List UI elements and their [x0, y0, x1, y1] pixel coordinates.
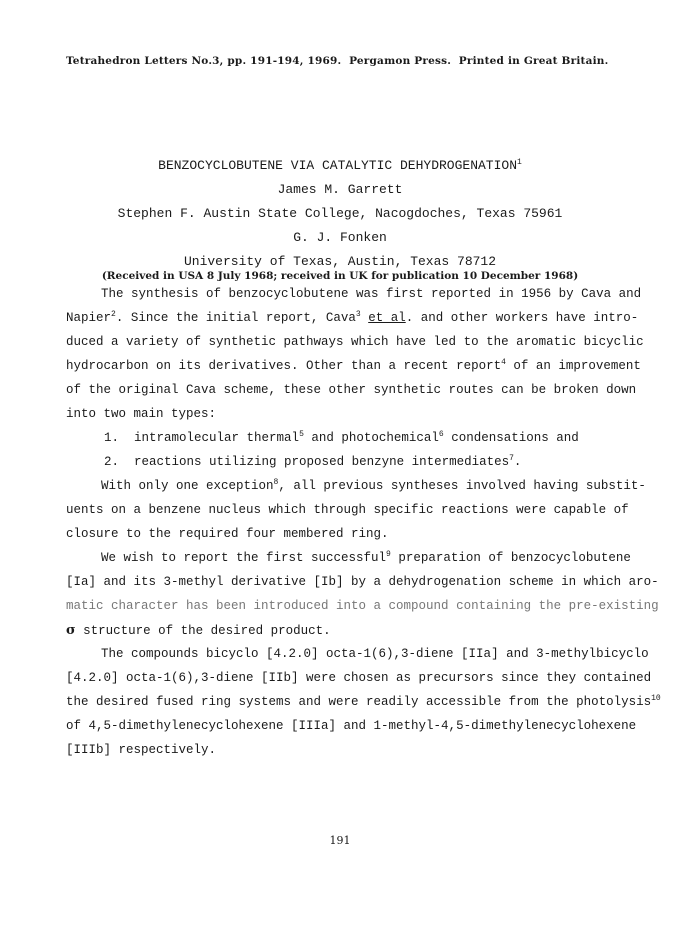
list-item: 1. intramolecular thermal$^5$ and photochemical$^6$ condensations and: [104, 430, 579, 445]
body-line: The compounds bicyclo [4.2.0] octa-1(6),3-diene [IIa] and 3-methylbicyclo: [101, 647, 649, 661]
body-line: [IIIb] respectively.: [66, 743, 217, 757]
journal-citation: Tetrahedron Letters No.3, pp. 191-194, 1969.: [66, 55, 342, 67]
author-affiliation: University of Texas, Austin, Texas 78712: [183, 254, 497, 269]
body-line: matic character has been introduced into a compound containing the pre-existing: [66, 599, 659, 613]
body-line: [Ia] and its 3-methyl derivative [Ib] by a dehydrogenation scheme in which aro-: [66, 575, 659, 589]
footnote-ref: 2: [111, 310, 116, 319]
body-line: The synthesis of benzocyclobutene was first reported in 1956 by Cava and: [101, 287, 642, 301]
et-al: et al: [368, 311, 406, 325]
list-number: 2.: [104, 455, 120, 469]
body-line: the desired fused ring systems and were readily accessible from the photolysis$^{10}$: [66, 694, 661, 709]
body-line: closure to the required four membered ring.: [66, 527, 389, 541]
footnote-ref: 9: [386, 550, 391, 559]
body-line: Napier$^2$. Since the initial report, Cava$^3$ et al. and other workers have intro-: [66, 310, 639, 325]
body-line: hydrocarbon on its derivatives. Other than a recent report$^4$ of an improvement: [66, 358, 641, 373]
body-line: σ structure of the desired product.: [66, 623, 331, 638]
footnote-ref: 10: [651, 694, 661, 703]
page-number: 191: [329, 834, 351, 847]
body-line: of the original Cava scheme, these other synthetic routes can be broken down: [66, 383, 637, 397]
list-number: 1.: [104, 431, 120, 445]
sigma-symbol: σ: [66, 623, 76, 638]
article-title: BENZOCYCLOBUTENE VIA CATALYTIC DEHYDROGENATION$^1$: [158, 158, 522, 173]
footnote-ref: 5: [299, 430, 304, 439]
received-dates: (Received in USA 8 July 1968; received in UK for publication 10 December 1968): [101, 270, 579, 282]
footnote-ref: 8: [273, 478, 279, 487]
body-line: into two main types:: [66, 407, 217, 421]
running-header: [66, 55, 608, 67]
title-footnote-mark: 1: [517, 158, 522, 167]
author-name: James M. Garrett: [277, 182, 403, 197]
body-line: uents on a benzene nucleus which through specific reactions were capable of: [66, 503, 629, 517]
body-line: With only one exception$^8$, all previous syntheses involved having substit-: [101, 478, 646, 493]
author-name: G. J. Fonken: [293, 230, 387, 245]
footnote-ref: 4: [501, 358, 506, 367]
publisher: Pergamon Press.: [349, 55, 452, 67]
printed-in: Printed in Great Britain.: [458, 55, 609, 67]
footnote-ref: 7: [509, 454, 514, 463]
footnote-ref: 6: [438, 430, 444, 439]
body-line: of 4,5-dimethylenecyclohexene [IIIa] and 1-methyl-4,5-dimethylenecyclohexene: [66, 719, 637, 733]
body-line: We wish to report the first successful$^9$ preparation of benzocyclobutene: [101, 550, 631, 565]
author-affiliation: Stephen F. Austin State College, Nacogdoches, Texas 75961: [117, 206, 563, 221]
footnote-ref: 3: [355, 310, 361, 319]
list-item: 2. reactions utilizing proposed benzyne intermediates$^7$.: [104, 454, 522, 469]
body-line: duced a variety of synthetic pathways which have led to the aromatic bicyclic: [66, 335, 644, 349]
body-line: [4.2.0] octa-1(6),3-diene [IIb] were chosen as precursors since they contained: [66, 671, 652, 685]
